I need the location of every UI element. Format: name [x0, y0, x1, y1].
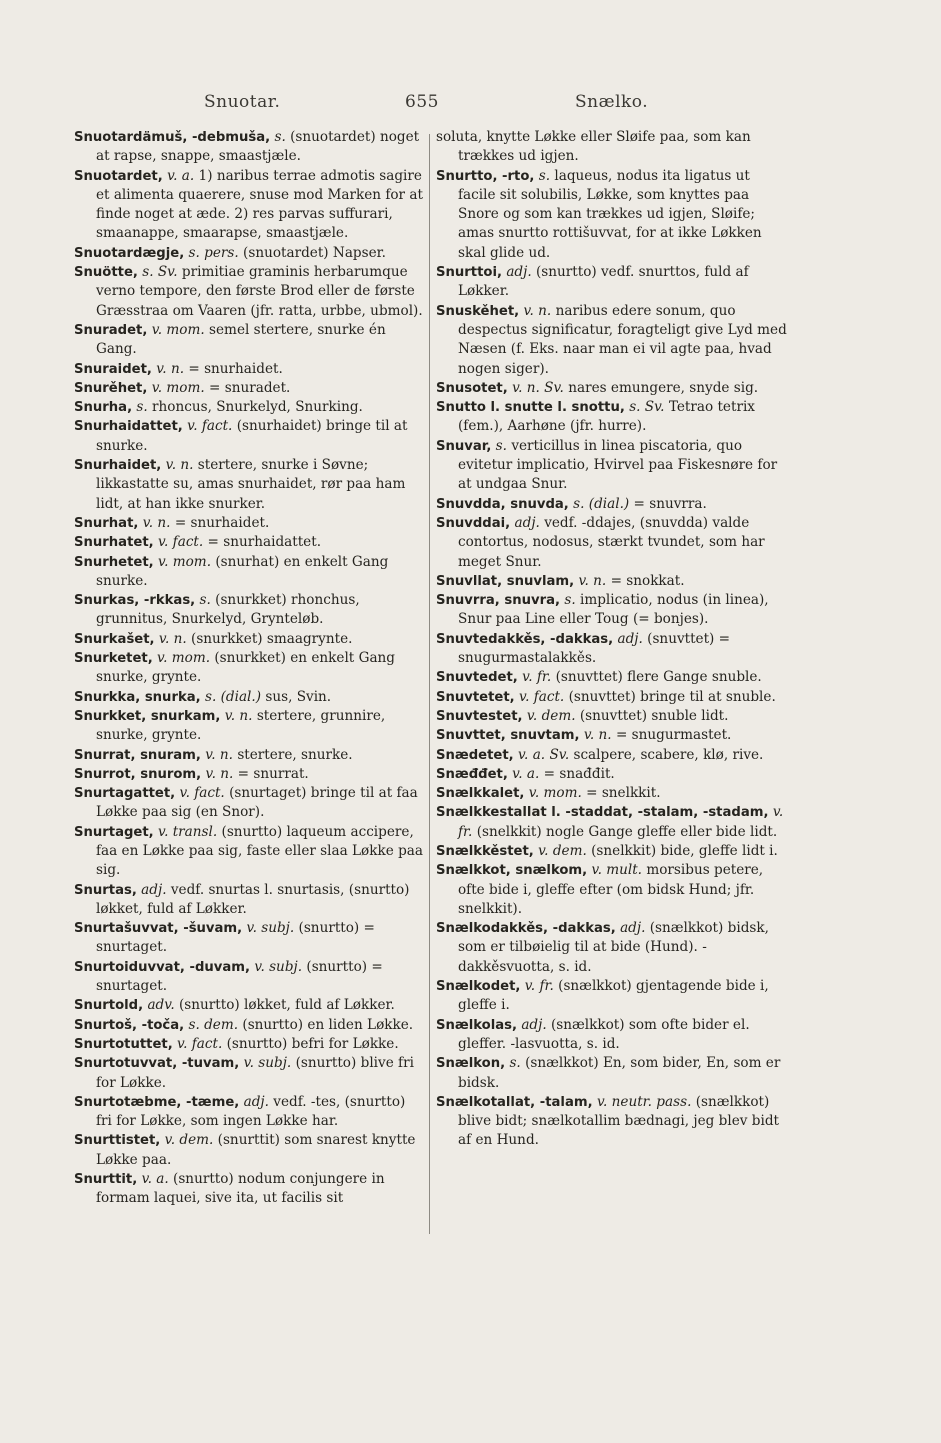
entry-headword: Snurhaidattet,: [74, 419, 183, 435]
entry-grammar: v. n.: [156, 360, 185, 377]
entry-headword: Snurkas, -rkkas,: [74, 593, 196, 609]
entry-grammar: v. a.: [512, 765, 540, 782]
entry-headword: Snurrat, snuram,: [74, 747, 201, 763]
entry-grammar: v. subj.: [243, 1055, 292, 1072]
entry-headword: Snurtold,: [74, 998, 144, 1014]
entry-definition: (snuvttet) snuble lidt.: [579, 707, 729, 724]
entry-definition: (snelkkit) bide, gleffe lidt i.: [591, 842, 778, 859]
entry-grammar: v. n.: [142, 514, 171, 531]
entry-headword: Snurtto, -rto,: [436, 168, 535, 184]
entry-definition: nares emungere, snyde sig.: [568, 379, 759, 396]
entry-definition: (snurtto) befri for Løkke.: [226, 1035, 399, 1052]
entry-grammar: s. Sv.: [142, 264, 178, 281]
entry-headword: Snuvar,: [436, 438, 492, 454]
dictionary-entry: [74, 591, 424, 630]
dictionary-entry: [74, 456, 424, 514]
entry-headword: Snælkon,: [436, 1056, 506, 1072]
dictionary-entry: [74, 553, 424, 592]
entry-grammar: s.: [564, 592, 576, 609]
entry-grammar: v. n.: [523, 302, 552, 319]
entry-definition: sus, Svin.: [265, 688, 332, 705]
entry-definition: = snuvrra.: [633, 495, 707, 512]
entry-definition: stertere, grunnire, snurke, grynte.: [96, 707, 386, 744]
entry-headword: Snurhat,: [74, 515, 139, 531]
dictionary-entry: [74, 128, 424, 167]
entry-definition: (snuvttet) = snugurmastalakkěs.: [458, 630, 731, 667]
entry-grammar: v. fr.: [458, 804, 784, 840]
entry-definition: morsibus petere, ofte bide i, gleffe efter (om bidsk Hund; jfr. snelkkit).: [458, 862, 764, 917]
dictionary-entry: [436, 495, 788, 514]
left-column: [74, 128, 424, 1209]
entry-headword: Snæđđet,: [436, 766, 508, 782]
entry-definition: rhoncus, Snurkelyd, Snurking.: [152, 399, 363, 416]
dictionary-entry: [436, 784, 788, 803]
entry-definition: stertere, snurke i Søvne; likkastatte su, amas snurhaidet, rør paa ham lidt, at han ikke snurker.: [96, 457, 406, 512]
entry-definition: = snuradet.: [209, 379, 291, 396]
dictionary-entry: [436, 1093, 788, 1151]
entry-headword: Snurttoi,: [436, 265, 502, 281]
entry-headword: Snurtoš, -toča,: [74, 1017, 185, 1033]
dictionary-entry: [74, 630, 424, 649]
entry-grammar: v. n.: [205, 746, 233, 763]
entry-grammar: v. fact.: [177, 1035, 223, 1052]
entry-grammar: s.: [199, 592, 211, 609]
dictionary-entry: [436, 726, 788, 745]
dictionary-entry: [436, 803, 788, 842]
entry-definition: 1) naribus terrae admotis sagire et alimenta quaerere, snuse mod Marken for at finde noget at æde. 2) res parvas suffurari, smaanappe, smaarapse, smaastjæle.: [96, 167, 423, 242]
entry-grammar: v. n.: [205, 765, 234, 782]
entry-headword: Snurhaidet,: [74, 458, 162, 474]
dictionary-entry: [74, 379, 424, 398]
dictionary-entry: [436, 668, 788, 687]
entry-grammar: v. a. Sv.: [517, 746, 570, 763]
entry-definition: scalpere, scabere, klø, rive.: [573, 746, 764, 763]
entry-grammar: v. neutr. pass.: [596, 1093, 692, 1110]
entry-grammar: s. pers.: [188, 244, 239, 261]
entry-grammar: v. mom.: [151, 379, 205, 396]
entry-grammar: v. n.: [165, 457, 194, 474]
entry-definition: (snurtto) = snurtaget.: [96, 920, 375, 956]
entry-grammar: v. mom.: [157, 650, 211, 667]
dictionary-entry: [74, 514, 424, 533]
entry-headword: Snurěhet,: [74, 380, 148, 396]
entry-definition: = snurhaidet.: [174, 514, 270, 531]
entry-headword: Snuvddai,: [436, 515, 511, 531]
entry-definition: (snuvttet) bringe til at snuble.: [568, 688, 776, 705]
entry-grammar: adj.: [620, 920, 646, 937]
dictionary-entry: [436, 630, 788, 669]
entry-headword: Snutto l. snutte l. snottu,: [436, 400, 625, 416]
running-head-left: Snuotar.: [204, 92, 281, 112]
entry-definition: (snuotardet) Napser.: [243, 244, 386, 261]
dictionary-entry: [436, 398, 788, 437]
entry-grammar: s.: [274, 129, 286, 145]
entry-grammar: s. Sv.: [629, 399, 665, 416]
dictionary-entry: [74, 919, 424, 958]
entry-headword: Snælkkalet,: [436, 786, 525, 802]
entry-grammar: s.: [538, 167, 551, 184]
entry-grammar: v. fact.: [187, 418, 233, 435]
entry-grammar: v. fact.: [179, 785, 225, 802]
dictionary-entry: [74, 996, 424, 1015]
entry-definition: = snelkkit.: [586, 785, 661, 802]
entry-definition: (snurtaget) bringe til at faa Løkke paa sig (en Snor).: [96, 785, 418, 821]
entry-headword: Snuvtedet,: [436, 670, 518, 686]
dictionary-entry: [74, 398, 424, 417]
dictionary-entry: [436, 707, 788, 726]
dictionary-entry: [74, 1054, 424, 1093]
entry-definition: (snurkket) smaagrynte.: [191, 630, 353, 647]
dictionary-entry: [436, 688, 788, 707]
entry-definition: (snurkket) rhonchus, grunnitus, Snurkelyd, Grynteløb.: [96, 592, 360, 628]
entry-definition: = snađđit.: [543, 765, 615, 782]
entry-grammar: v. dem.: [526, 707, 576, 724]
entry-grammar: v. mult.: [591, 862, 643, 879]
entry-definition: (snurtto) nodum conjungere in formam laquei, sive ita, ut facilis sit: [96, 1171, 385, 1207]
entry-headword: Snuskěhet,: [436, 303, 520, 319]
entry-headword: Snurtoiduvvat, -duvam,: [74, 959, 251, 975]
entry-grammar: s. (dial.): [573, 495, 630, 512]
entry-definition: verticillus in linea piscatoria, quo evitetur implicatio, Hvirvel paa Fiskesnøre for at undgaa Snur.: [458, 437, 778, 493]
dictionary-entry: [436, 765, 788, 784]
dictionary-entry: [74, 1093, 424, 1132]
entry-definition: vedf. snurtas l. snurtasis, (snurtto) løkket, fuld af Løkker.: [96, 881, 410, 917]
entry-grammar: v. a.: [141, 1171, 169, 1188]
entry-grammar: v. mom.: [528, 785, 582, 802]
entry-definition: (snurhat) en enkelt Gang snurke.: [96, 553, 389, 589]
entry-headword: Snælkodakkěs, -dakkas,: [436, 921, 616, 937]
entry-definition: (snuvttet) flere Gange snuble.: [555, 669, 762, 686]
entry-headword: Snuvllat, snuvlam,: [436, 573, 575, 589]
entry-grammar: v. mom.: [158, 553, 212, 570]
dictionary-entry: [74, 1170, 424, 1209]
entry-grammar: v. fr.: [524, 978, 554, 995]
entry-headword: Snurhetet,: [74, 554, 154, 570]
entry-grammar: s. dem.: [188, 1016, 239, 1033]
entry-headword: Snuotardet,: [74, 168, 163, 184]
entry-definition: (snuotardet) noget at rapse, snappe, smaastjæle.: [96, 129, 420, 165]
entry-grammar: v. transl.: [158, 823, 218, 840]
entry-grammar: v. a.: [167, 167, 195, 184]
entry-headword: Snurtagattet,: [74, 786, 176, 802]
dictionary-entry: [436, 861, 788, 919]
dictionary-entry: [74, 1016, 424, 1035]
entry-definition: soluta, knytte Løkke eller Sløife paa, som kan trækkes ud igjen.: [436, 129, 751, 165]
entry-definition: vedf. -ddajes, (snuvdda) valde contortus, nodosus, stærkt tvundet, som har meget Snur.: [458, 514, 765, 570]
entry-definition: = snurhaidattet.: [207, 534, 322, 551]
dictionary-entry: [436, 1054, 788, 1093]
dictionary-entry: [74, 746, 424, 765]
entry-headword: Snurkka, snurka,: [74, 689, 201, 705]
entry-headword: Snuradet,: [74, 322, 148, 338]
entry-headword: Snælkkot, snælkom,: [436, 863, 588, 879]
entry-headword: Snuvtestet,: [436, 708, 523, 724]
entry-definition: (snælkkot) bidsk, som er tilbøielig til at bide (Hund). -dakkěsvuotta, s. id.: [458, 920, 769, 975]
entry-definition: (snelkkit) nogle Gange gleffe eller bide lidt.: [476, 823, 778, 840]
dictionary-entry: [436, 379, 788, 398]
dictionary-entry: [436, 842, 788, 861]
entry-definition: (snælkkot) gjentagende bide i, gleffe i.: [458, 978, 769, 1014]
page-number: 655: [405, 92, 439, 112]
entry-definition: (snurtto) = snurtaget.: [96, 958, 383, 995]
entry-headword: Snusotet,: [436, 380, 508, 396]
dictionary-entry: [436, 302, 788, 379]
entry-headword: Snædetet,: [436, 747, 514, 763]
entry-headword: Snælkotallat, -talam,: [436, 1094, 593, 1110]
entry-definition: implicatio, nodus (in linea), Snur paa Line eller Toug (= bonjes).: [458, 592, 769, 628]
entry-headword: Snurtaget,: [74, 824, 154, 840]
dictionary-entry: [74, 360, 424, 379]
right-column: [436, 128, 788, 1151]
dictionary-entry: [74, 649, 424, 688]
dictionary-entry: [74, 765, 424, 784]
entry-headword: Snuotardægje,: [74, 245, 185, 261]
entry-headword: Snurtas,: [74, 882, 137, 898]
entry-grammar: adv.: [147, 997, 175, 1014]
entry-headword: Snuvtetet,: [436, 689, 515, 705]
entry-headword: Snurhatet,: [74, 535, 154, 551]
entry-definition: stertere, snurke.: [237, 746, 353, 763]
dictionary-entry: [436, 977, 788, 1016]
entry-headword: Snurkašet,: [74, 631, 155, 647]
running-head-right: Snælko.: [575, 92, 649, 112]
entry-grammar: v. fr.: [522, 669, 552, 686]
dictionary-entry: [74, 244, 424, 263]
entry-grammar: s. (dial.): [204, 688, 262, 705]
dictionary-entry: [74, 688, 424, 707]
dictionary-entry: [74, 823, 424, 881]
dictionary-entry: [74, 784, 424, 823]
entry-grammar: s.: [136, 399, 148, 416]
entry-definition: (snurttit) som snarest knytte Løkke paa.: [96, 1132, 416, 1168]
dictionary-entry: [436, 1016, 788, 1055]
entry-headword: Snurketet,: [74, 651, 153, 667]
entry-definition: (snurtto) vedf. snurttos, fuld af Løkker.: [458, 264, 749, 300]
entry-headword: Snurrot, snurom,: [74, 766, 202, 782]
entry-headword: Snurkket, snurkam,: [74, 708, 221, 724]
entry-grammar: adj.: [617, 630, 643, 647]
dictionary-entry: [74, 533, 424, 552]
entry-definition: = snurrat.: [237, 765, 309, 782]
entry-definition: (snurkket) en enkelt Gang snurke, grynte.: [96, 650, 396, 686]
entry-grammar: v. n.: [578, 572, 607, 589]
column-divider: [429, 134, 430, 1234]
entry-definition: vedf. -tes, (snurtto) fri for Løkke, som ingen Løkke har.: [96, 1093, 406, 1130]
dictionary-entry: [436, 514, 788, 572]
entry-grammar: s.: [509, 1055, 521, 1072]
entry-grammar: adj.: [141, 881, 167, 898]
entry-grammar: v. mom.: [151, 321, 205, 338]
entry-headword: Snælkolas,: [436, 1017, 517, 1033]
entry-headword: Snuvdda, snuvda,: [436, 496, 569, 512]
entry-headword: Snuraidet,: [74, 361, 152, 377]
dictionary-entry: [436, 437, 788, 495]
dictionary-entry: [74, 958, 424, 997]
entry-grammar: v. n. Sv.: [512, 379, 564, 396]
dictionary-entry: [436, 746, 788, 765]
entry-headword: Snurtotuvvat, -tuvam,: [74, 1056, 240, 1072]
entry-definition: semel stertere, snurke én Gang.: [96, 321, 386, 358]
dictionary-entry: [436, 919, 788, 977]
entry-grammar: v. n.: [583, 727, 612, 744]
entry-grammar: adj.: [514, 514, 540, 531]
entry-grammar: v. fact.: [519, 688, 565, 705]
entry-headword: Snurtotuttet,: [74, 1036, 173, 1052]
entry-definition: (snælkkot) som ofte bider el. gleffer. -lasvuotta, s. id.: [458, 1016, 750, 1052]
entry-headword: Snurtašuvvat, -šuvam,: [74, 921, 243, 937]
entry-grammar: v. fact.: [157, 534, 204, 551]
entry-headword: Snælkkěstet,: [436, 843, 534, 859]
entry-headword: Snuötte,: [74, 265, 138, 281]
entry-grammar: adj.: [243, 1093, 269, 1110]
dictionary-entry: [436, 263, 788, 302]
dictionary-entry: [74, 321, 424, 360]
entry-definition: = snugurmastet.: [615, 727, 732, 744]
entry-grammar: v. subj.: [246, 920, 295, 937]
entry-grammar: v. n.: [158, 630, 187, 647]
dictionary-entry: [74, 1131, 424, 1170]
entry-headword: Snurtotæbme, -tæme,: [74, 1094, 240, 1110]
entry-grammar: adj.: [506, 264, 532, 281]
entry-definition: = snokkat.: [610, 572, 685, 589]
dictionary-entry: [436, 572, 788, 591]
dictionary-entry: [436, 591, 788, 630]
entry-headword: Snælkkestallat l. -staddat, -stalam, -stadam,: [436, 805, 769, 821]
entry-grammar: v. dem.: [538, 842, 587, 859]
entry-grammar: v. n.: [224, 707, 253, 724]
entry-grammar: v. subj.: [254, 958, 303, 975]
entry-grammar: v. dem.: [164, 1132, 214, 1149]
entry-definition: (snurhaidet) bringe til at snurke.: [96, 418, 408, 454]
dictionary-entry: [74, 881, 424, 920]
entry-definition: primitiae graminis herbarumque verno tempore, den første Brod eller de første Græsstraa om Vaaren (jfr. ratta, urbbe, ubmol).: [96, 264, 423, 319]
entry-definition: (snurtto) en liden Løkke.: [242, 1016, 414, 1033]
entry-definition: (snurtto) blive fri for Løkke.: [96, 1055, 414, 1091]
entry-definition: laqueus, nodus ita ligatus ut facile sit solubilis, Løkke, som knyttes paa Snore og som kan trækkes ud igjen, Sløife; amas snurtto rottišuvvat, for at ikke Løkken skal glide ud.: [458, 167, 762, 261]
entry-definition: Tetrao tetrix (fem.), Aarhøne (jfr. hurre).: [458, 399, 755, 435]
entry-definition: naribus edere sonum, quo despectus significatur, foragteligt give Lyd med Næsen (f. Eks. naar man ei vil agte paa, hvad nogen siger).: [458, 302, 787, 377]
entry-definition: (snurtto) laqueum accipere, faa en Løkke paa sig, faste eller slaa Løkke paa sig.: [96, 823, 423, 879]
dictionary-entry: [74, 167, 424, 244]
entry-headword: Snuvrra, snuvra,: [436, 593, 561, 609]
dictionary-entry: [436, 167, 788, 263]
entry-grammar: adj.: [521, 1016, 547, 1033]
entry-definition: (snælkkot) blive bidt; snælkotallim bædnagi, jeg blev bidt af en Hund.: [458, 1093, 779, 1149]
entry-headword: Snurha,: [74, 400, 133, 416]
entry-grammar: s.: [495, 437, 507, 454]
dictionary-entry: [74, 417, 424, 456]
entry-headword: Snurttistet,: [74, 1133, 161, 1149]
entry-headword: Snurttit,: [74, 1172, 138, 1188]
dictionary-entry: [436, 128, 788, 167]
dictionary-entry: [74, 1035, 424, 1054]
entry-definition: = snurhaidet.: [188, 360, 283, 377]
dictionary-entry: [74, 263, 424, 321]
entry-definition: (snurtto) løkket, fuld af Løkker.: [178, 997, 395, 1014]
dictionary-entry: [74, 707, 424, 746]
entry-definition: (snælkkot) En, som bider, En, som er bidsk.: [458, 1055, 781, 1091]
entry-headword: Snuvttet, snuvtam,: [436, 728, 580, 744]
entry-headword: Snuotardämuš, -debmuša,: [74, 130, 271, 145]
entry-headword: Snælkodet,: [436, 979, 521, 995]
entry-headword: Snuvtedakkěs, -dakkas,: [436, 631, 614, 647]
